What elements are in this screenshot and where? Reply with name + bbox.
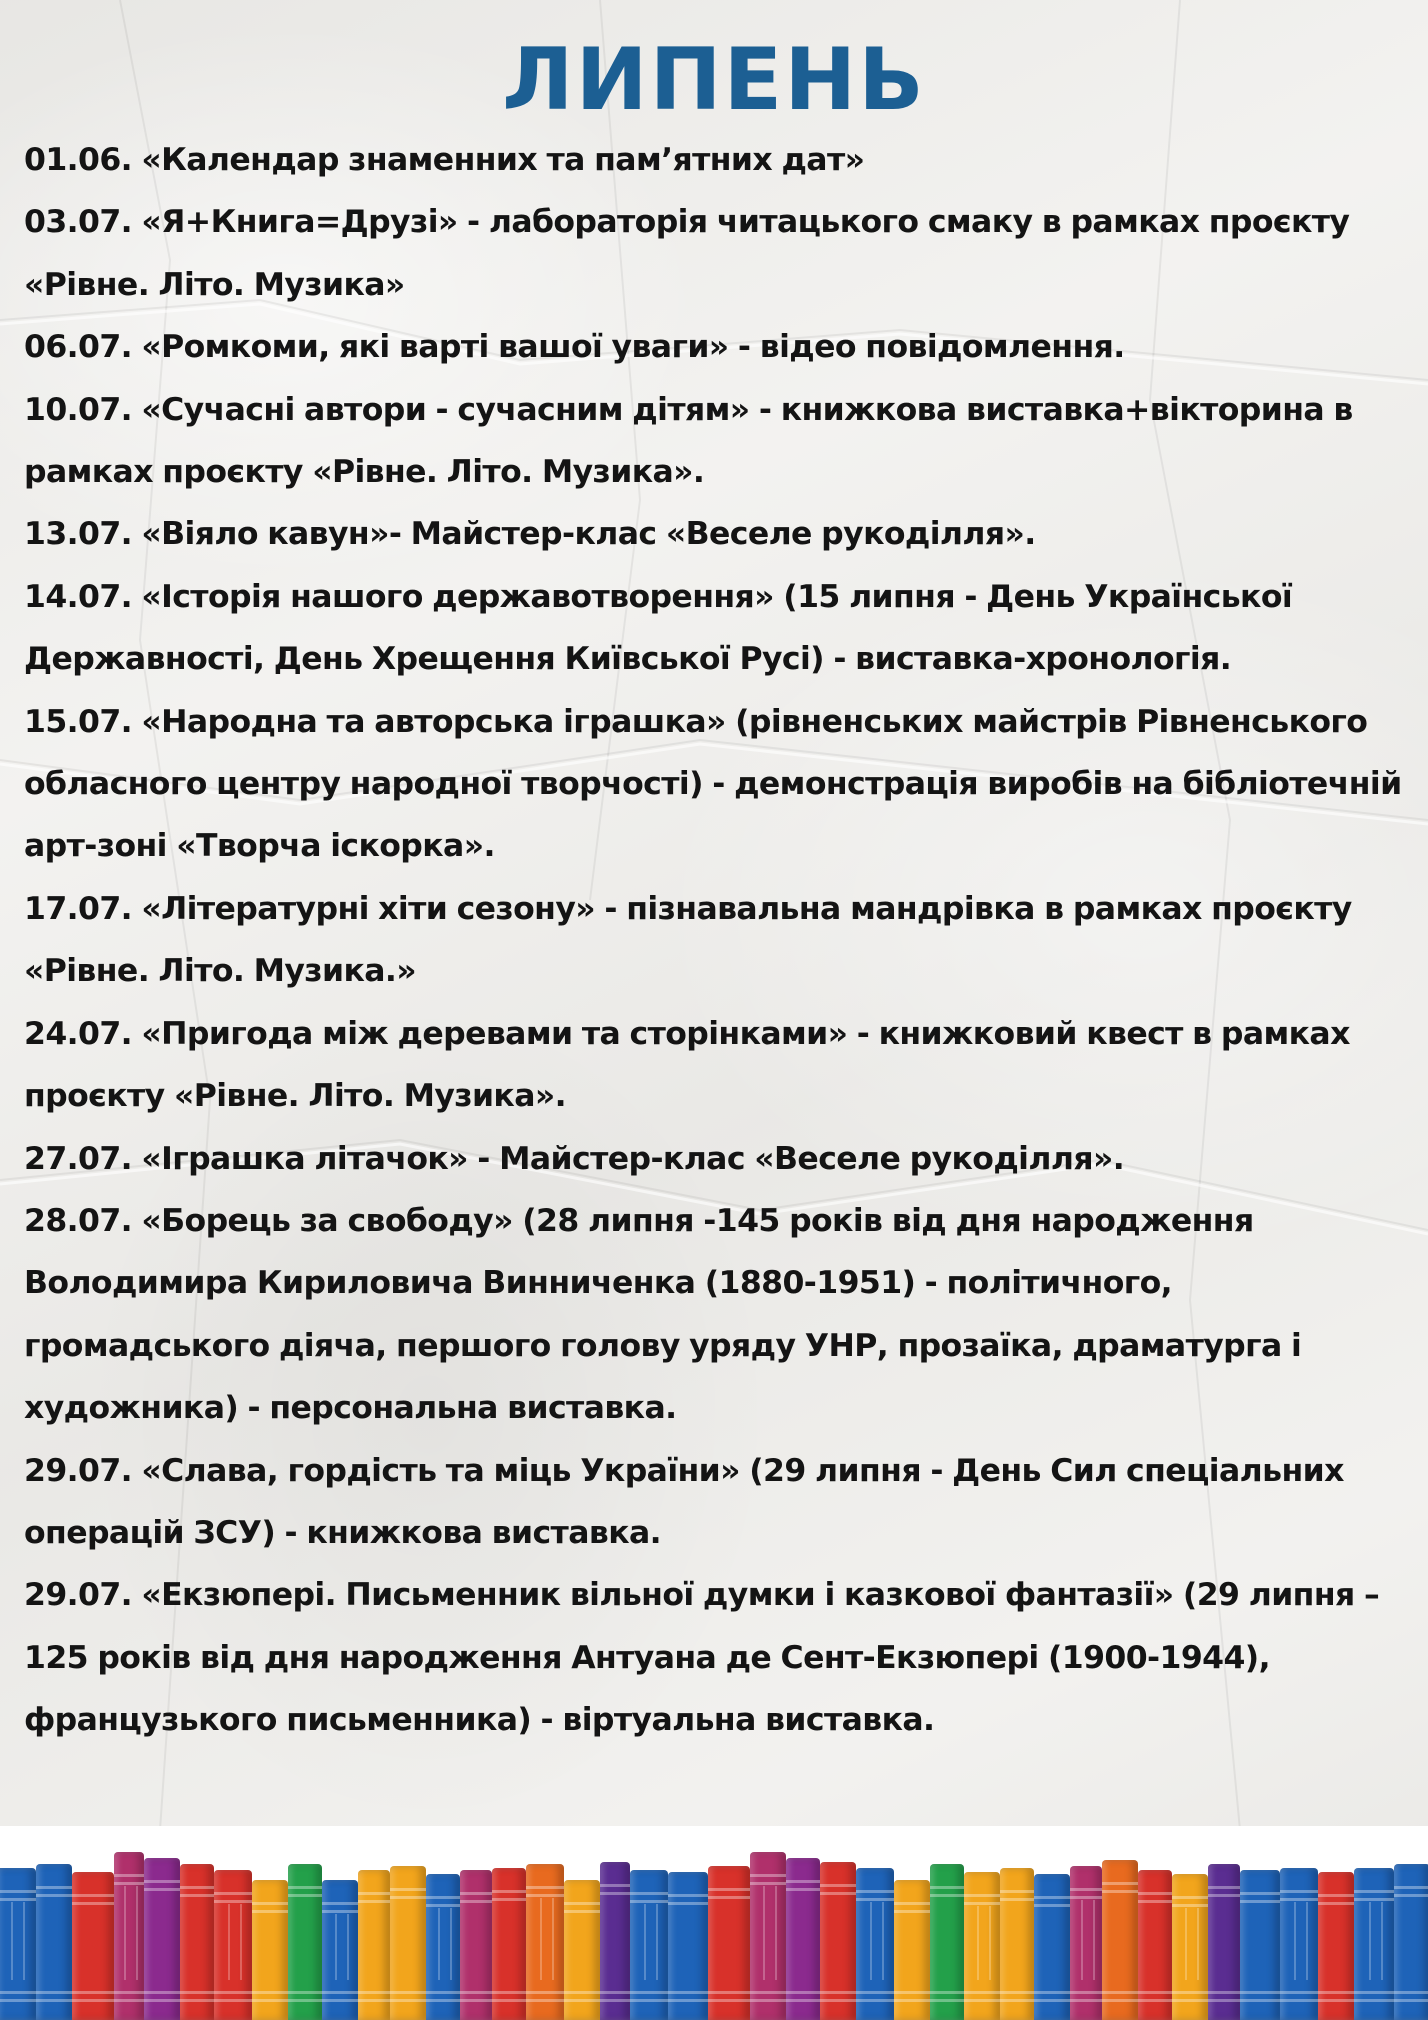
books-shelf-illustration [0, 1826, 1428, 2020]
book-spine [708, 1866, 750, 2020]
book-spine [786, 1858, 820, 2020]
event-entry: 17.07. «Літературні хіти сезону» - пізнавальна мандрівка в рамках проєкту «Рівне. Літо. Музика.» [24, 890, 1352, 990]
book-spine [322, 1880, 358, 2020]
book-spine [0, 1868, 36, 2020]
book-spine [1102, 1860, 1138, 2020]
book-spine [894, 1880, 930, 2020]
event-entry: 29.07. «Екзюпері. Письменник вільної думки і казкової фантазії» (29 липня – 125 років від дня народження Антуана де Сент-Екзюпері (1900-1944), французького письменника) - віртуальна виставка. [24, 1577, 1380, 1739]
page-title: ЛИПЕНЬ [502, 30, 926, 130]
book-spine [930, 1864, 964, 2020]
book-spine [1138, 1870, 1172, 2020]
book-spine [492, 1868, 526, 2020]
book-spine [526, 1864, 564, 2020]
book-spine [214, 1870, 252, 2020]
book-spine [1000, 1868, 1034, 2020]
book-spine [1240, 1870, 1280, 2020]
event-entry: 06.07. «Ромкоми, які варті вашої уваги» - відео повідомлення. [24, 329, 1125, 366]
book-spine [1280, 1868, 1318, 2020]
event-entry: 29.07. «Слава, гордість та міць України» (29 липня - День Сил спеціальних операцій ЗСУ) - книжкова виставка. [24, 1452, 1344, 1551]
book-spine [180, 1864, 214, 2020]
book-spine [630, 1870, 668, 2020]
event-entry: 27.07. «Іграшка літачок» - Майстер-клас «Веселе рукоділля». [24, 1140, 1125, 1177]
book-spine [600, 1862, 630, 2020]
events-list [24, 129, 1409, 1752]
book-spine [1208, 1864, 1240, 2020]
book-spine [668, 1872, 708, 2020]
book-spine [72, 1872, 114, 2020]
event-entry: 15.07. «Народна та авторська іграшка» (рівненських майстрів Рівненського обласного центру народної творчості) - демонстрація виробів на бібліотечній арт-зоні «Творча іскорка». [24, 703, 1402, 865]
event-entry: 13.07. «Віяло кавун»- Майстер-клас «Веселе рукоділля». [24, 516, 1036, 553]
event-entry: 03.07. «Я+Книга=Друзі» - лабораторія читацького смаку в рамках проєкту «Рівне. Літо. Музика» [24, 204, 1350, 303]
book-spine [36, 1864, 72, 2020]
book-spine [964, 1872, 1000, 2020]
book-spine [564, 1880, 600, 2020]
book-spine [856, 1868, 894, 2020]
book-spine [358, 1870, 390, 2020]
book-spine [1354, 1868, 1394, 2020]
book-spine [426, 1874, 460, 2020]
book-spine [820, 1862, 856, 2020]
book-spine [1318, 1872, 1354, 2020]
book-spine [1172, 1874, 1208, 2020]
book-spine [114, 1852, 144, 2020]
book-spine [288, 1864, 322, 2020]
book-spine [1394, 1864, 1428, 2020]
book-spine [252, 1880, 288, 2020]
event-entry: 01.06. «Календар знаменних та пам’ятних дат» [24, 142, 865, 178]
book-spine [1070, 1866, 1102, 2020]
book-spine [390, 1866, 426, 2020]
event-entry: 24.07. «Пригода між деревами та сторінками» - книжковий квест в рамках проєкту «Рівне. Літо. Музика». [24, 1015, 1350, 1115]
book-spine [460, 1870, 492, 2020]
event-entry: 14.07. «Історія нашого державотворення» (15 липня - День Української Державності, День Хрещення Київської Русі) - виставка-хронологія. [24, 578, 1293, 678]
book-spine [144, 1858, 180, 2020]
event-entry: 28.07. «Борець за свободу» (28 липня -145 років від дня народження Володимира Кириловича Винниченка (1880-1951) - політичного, громадського діяча, першого голову уряду УНР, прозаїка, драматурга і художника) - персональна виставка. [24, 1202, 1302, 1427]
event-entry: 10.07. «Сучасні автори - сучасним дітям» - книжкова виставка+вікторина в рамках проєкту «Рівне. Літо. Музика». [24, 391, 1353, 491]
book-spine [1034, 1874, 1070, 2020]
book-spine [750, 1852, 786, 2020]
